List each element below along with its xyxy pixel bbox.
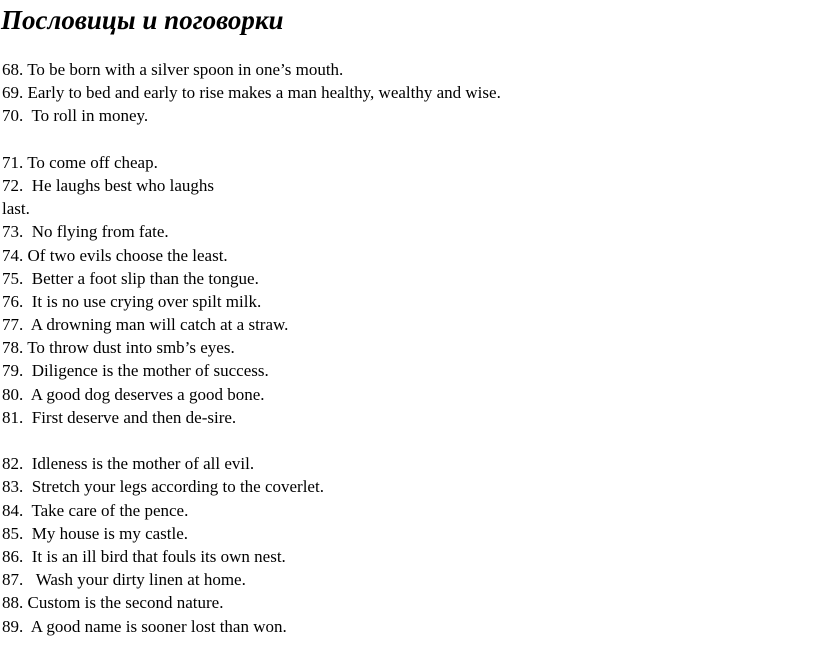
- proverb-line: 86. It is an ill bird that fouls its own nest.: [2, 546, 286, 566]
- proverb-line: 81. First deserve and then de-sire.: [2, 407, 237, 427]
- proverb-line: 70. To roll in money.: [2, 106, 149, 126]
- proverb-line: 72. He laughs best who laughs: [2, 175, 215, 195]
- proverb-line: 78. To throw dust into smb’s eyes.: [2, 338, 235, 358]
- proverb-line: 73. No flying from fate.: [2, 222, 169, 242]
- proverb-list: [2, 58, 802, 638]
- proverb-line: 79. Diligence is the mother of success.: [2, 361, 269, 381]
- proverb-line: 74. Of two evils choose the least.: [2, 245, 228, 265]
- proverb-line: 84. Take care of the pence.: [2, 500, 189, 520]
- proverb-line: 75. Better a foot slip than the tongue.: [2, 268, 259, 288]
- proverb-line: 82. Idleness is the mother of all evil.: [2, 454, 255, 474]
- proverb-line: 71. To come off cheap.: [2, 152, 158, 172]
- proverb-line: 88. Custom is the second nature.: [2, 593, 224, 613]
- proverb-line: 68. To be born with a silver spoon in one’s mouth.: [2, 60, 344, 79]
- proverb-line: 77. A drowning man will catch at a straw.: [2, 315, 289, 335]
- page-title: Пословицы и поговорки: [1, 5, 284, 35]
- blank-line: [2, 128, 802, 151]
- proverb-line: 85. My house is my castle.: [2, 523, 189, 543]
- proverb-line: 87. Wash your dirty linen at home.: [2, 570, 246, 590]
- proverb-line: 76. It is no use crying over spilt milk.: [2, 291, 262, 311]
- proverb-line: 69. Early to bed and early to rise makes a man healthy, wealthy and wise.: [2, 83, 501, 103]
- proverb-line: 80. A good dog deserves a good bone.: [2, 384, 265, 404]
- blank-line: [2, 429, 802, 452]
- proverb-line-continuation: last.: [2, 199, 30, 219]
- proverb-line: 89. A good name is sooner lost than won.: [2, 616, 287, 636]
- proverb-line: 83. Stretch your legs according to the coverlet.: [2, 477, 324, 497]
